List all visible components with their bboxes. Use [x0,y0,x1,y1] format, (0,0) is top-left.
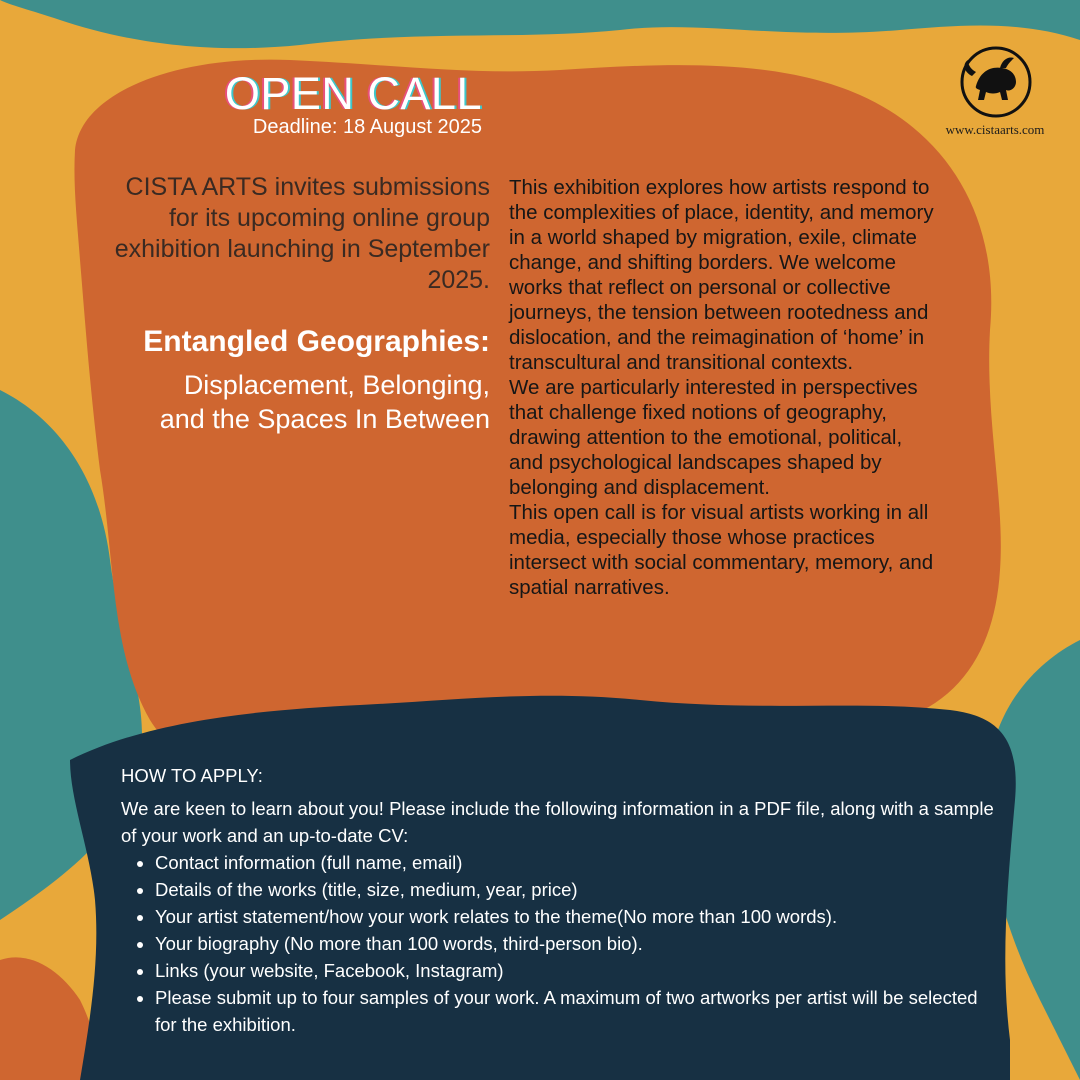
list-item: • Your biography (No more than 100 words, third-person bio). [155,930,1001,957]
description-paragraph-1: This exhibition explores how artists respond to the complexities of place, identity, and memory in a world shaped by migration, exile, climate change, and shifting borders. We welcome works that reflect on personal or collective journeys, the tension between rootedness and dislocation, and the reimagination of ‘home’ in transcultural and transitional contexts. [509,176,934,374]
list-item: • Links (your website, Facebook, Instagram) [155,957,1001,984]
description-paragraph-2: We are particularly interested in perspectives that challenge fixed notions of geography, drawing attention to the emotional, political, and psychological landscapes shaped by belonging and displacement. [509,376,918,499]
exhibition-description [509,175,934,600]
how-to-apply-section [121,762,1001,1038]
description-paragraph-3: This open call is for visual artists working in all media, especially those whose practices intersect with social commentary, memory, and spatial narratives. [509,501,934,599]
subtitle-line-2: and the Spaces In Between [159,404,490,434]
website-url[interactable]: www.cistaarts.com [945,122,1045,137]
cista-arts-logo [950,36,1042,128]
deadline-text: Deadline: 18 August 2025 [252,116,482,138]
list-item: • Your artist statement/how your work relates to the theme(No more than 100 words). [155,903,1001,930]
how-to-apply-intro: We are keen to learn about you! Please include the following information in a PDF file, along with a sample of your work and an up-to-date CV: [121,798,994,846]
open-call-title: OPEN CALL [224,68,482,119]
list-item: • Please submit up to four samples of your work. A maximum of two artworks per artist will be selected for the exhibition. [155,984,1001,1038]
how-to-apply-heading: HOW TO APPLY: [121,765,263,786]
exhibition-subtitle [60,368,490,436]
list-item: • Details of the works (title, size, medium, year, price) [155,876,1001,903]
exhibition-title: Entangled Geographies: [143,325,490,358]
subtitle-line-1: Displacement, Belonging, [183,370,490,400]
requirements-list [121,849,1001,1038]
intro-text: CISTA ARTS invites submissions for its upcoming online group exhibition launching in September 2025. [114,173,490,294]
list-item: • Contact information (full name, email) [155,849,1001,876]
